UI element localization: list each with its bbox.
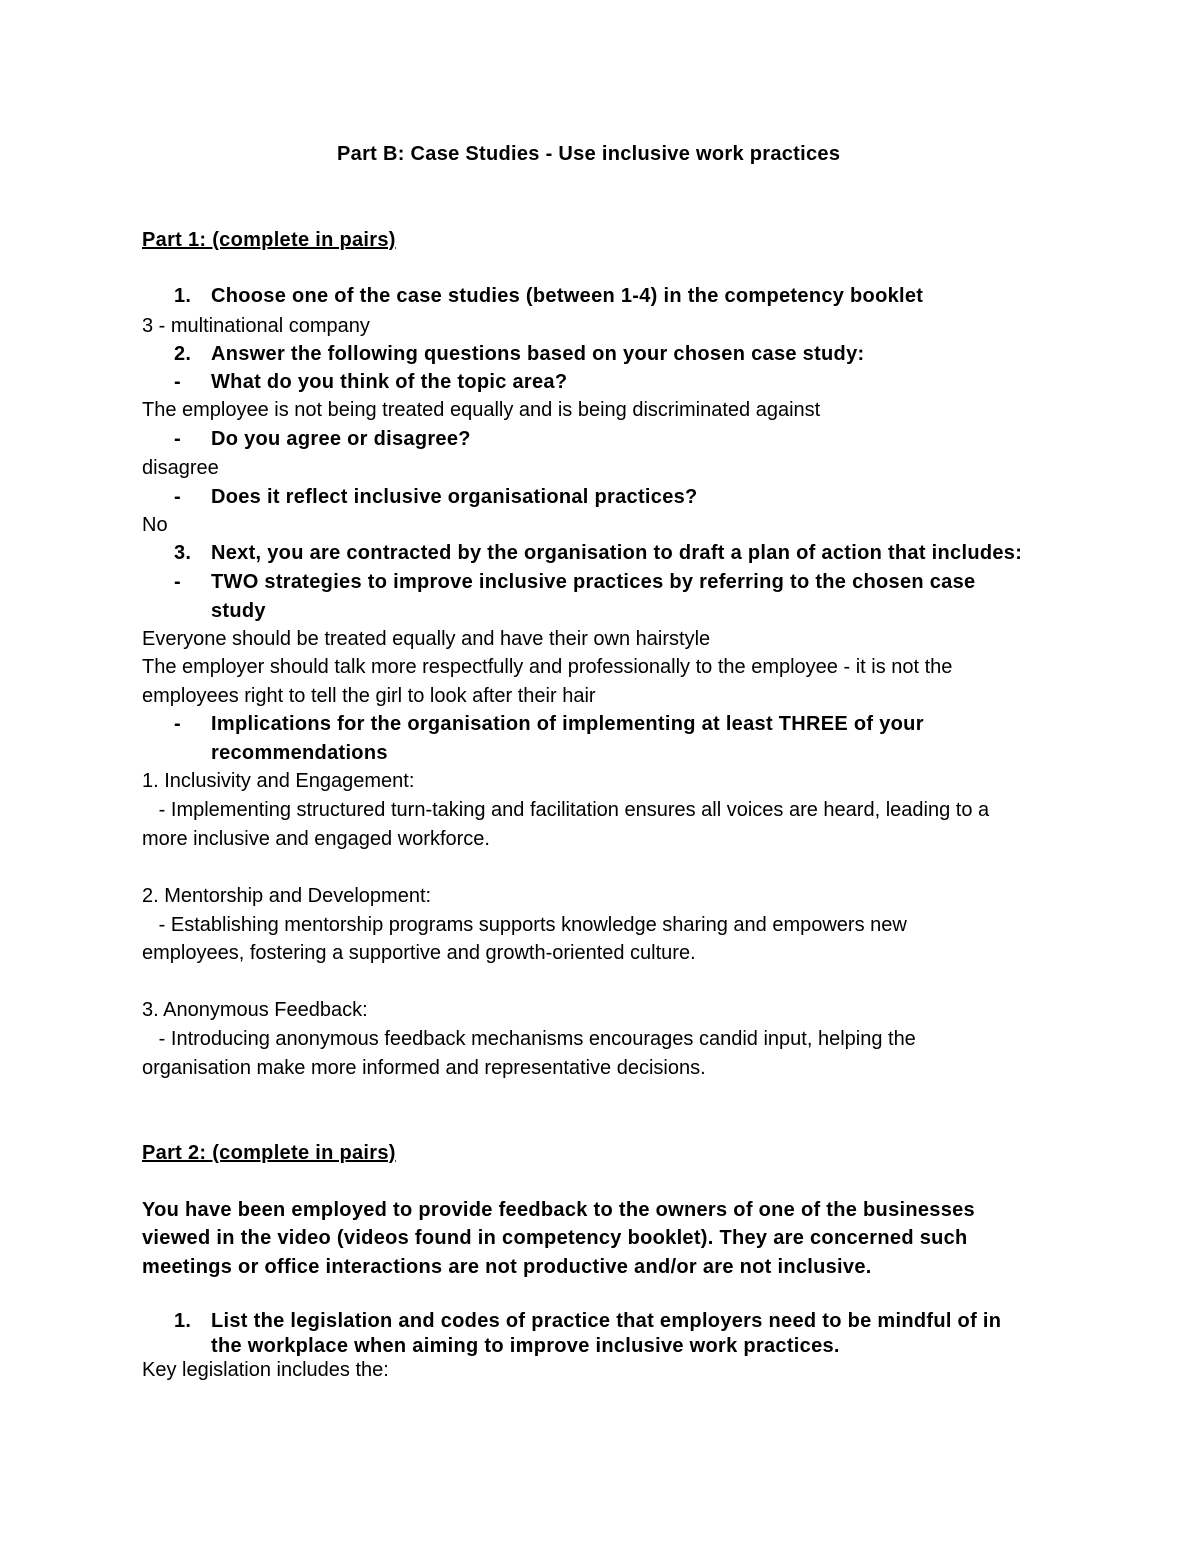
- q3a-line-1: TWO strategies to improve inclusive practices by referring to the chosen case: [211, 571, 976, 593]
- recommendation-1-line-2: more inclusive and engaged workforce.: [142, 828, 490, 850]
- a3a-line-3: employees right to tell the girl to look after their hair: [142, 685, 596, 707]
- q3-text: Next, you are contracted by the organisation to draft a plan of action that includes:: [211, 542, 1023, 564]
- a2a-text: The employee is not being treated equally and is being discriminated against: [142, 399, 821, 421]
- q3-number: 3.: [174, 542, 192, 564]
- q2c-text: Does it reflect inclusive organisational practices?: [211, 486, 698, 508]
- recommendation-1-title: 1. Inclusivity and Engagement:: [142, 770, 415, 792]
- q2b-text: Do you agree or disagree?: [211, 428, 471, 450]
- a3a-line-2: The employer should talk more respectfully and professionally to the employee - it is not the: [142, 656, 953, 678]
- recommendation-3-title: 3. Anonymous Feedback:: [142, 999, 368, 1021]
- q2-number: 2.: [174, 343, 192, 365]
- q2a-text: What do you think of the topic area?: [211, 371, 568, 393]
- q3a-line-2: study: [211, 600, 266, 622]
- part2-q1-number: 1.: [174, 1310, 192, 1332]
- q3b-line-2: recommendations: [211, 742, 388, 764]
- q1-text: Choose one of the case studies (between 1-4) in the competency booklet: [211, 285, 924, 307]
- part2-q1-line-2: the workplace when aiming to improve inclusive work practices.: [211, 1335, 840, 1357]
- a1-text: 3 - multinational company: [142, 315, 370, 337]
- bullet: -: [174, 371, 181, 393]
- recommendation-2-title: 2. Mentorship and Development:: [142, 885, 432, 907]
- recommendation-2-line-1: - Establishing mentorship programs supports knowledge sharing and empowers new: [142, 914, 907, 936]
- a2c-text: No: [142, 514, 168, 536]
- page-title: Part B: Case Studies - Use inclusive work practices: [337, 143, 841, 165]
- bullet: -: [174, 486, 181, 508]
- a3a-line-1: Everyone should be treated equally and have their own hairstyle: [142, 628, 711, 650]
- bullet: -: [174, 428, 181, 450]
- part2-q1-line-1: List the legislation and codes of practice that employers need to be mindful of in: [211, 1310, 1002, 1332]
- recommendation-2-line-2: employees, fostering a supportive and growth-oriented culture.: [142, 942, 696, 964]
- q3b-line-1: Implications for the organisation of implementing at least THREE of your: [211, 713, 924, 735]
- part2-heading: Part 2: (complete in pairs): [142, 1142, 396, 1164]
- part1-heading: Part 1: (complete in pairs): [142, 229, 396, 251]
- q1-number: 1.: [174, 285, 192, 307]
- recommendation-1-line-1: - Implementing structured turn-taking and facilitation ensures all voices are heard, leading to a: [142, 799, 990, 821]
- recommendation-3-line-2: organisation make more informed and representative decisions.: [142, 1057, 706, 1079]
- a2b-text: disagree: [142, 457, 219, 479]
- q2-text: Answer the following questions based on your chosen case study:: [211, 343, 865, 365]
- part2-intro-line-1: You have been employed to provide feedback to the owners of one of the businesses: [142, 1199, 975, 1221]
- part2-intro-line-3: meetings or office interactions are not productive and/or are not inclusive.: [142, 1256, 872, 1278]
- part2-a1-text: Key legislation includes the:: [142, 1359, 389, 1381]
- recommendation-3-line-1: - Introducing anonymous feedback mechanisms encourages candid input, helping the: [142, 1028, 916, 1050]
- part2-intro-line-2: viewed in the video (videos found in competency booklet). They are concerned such: [142, 1227, 968, 1249]
- bullet: -: [174, 571, 181, 593]
- bullet: -: [174, 713, 181, 735]
